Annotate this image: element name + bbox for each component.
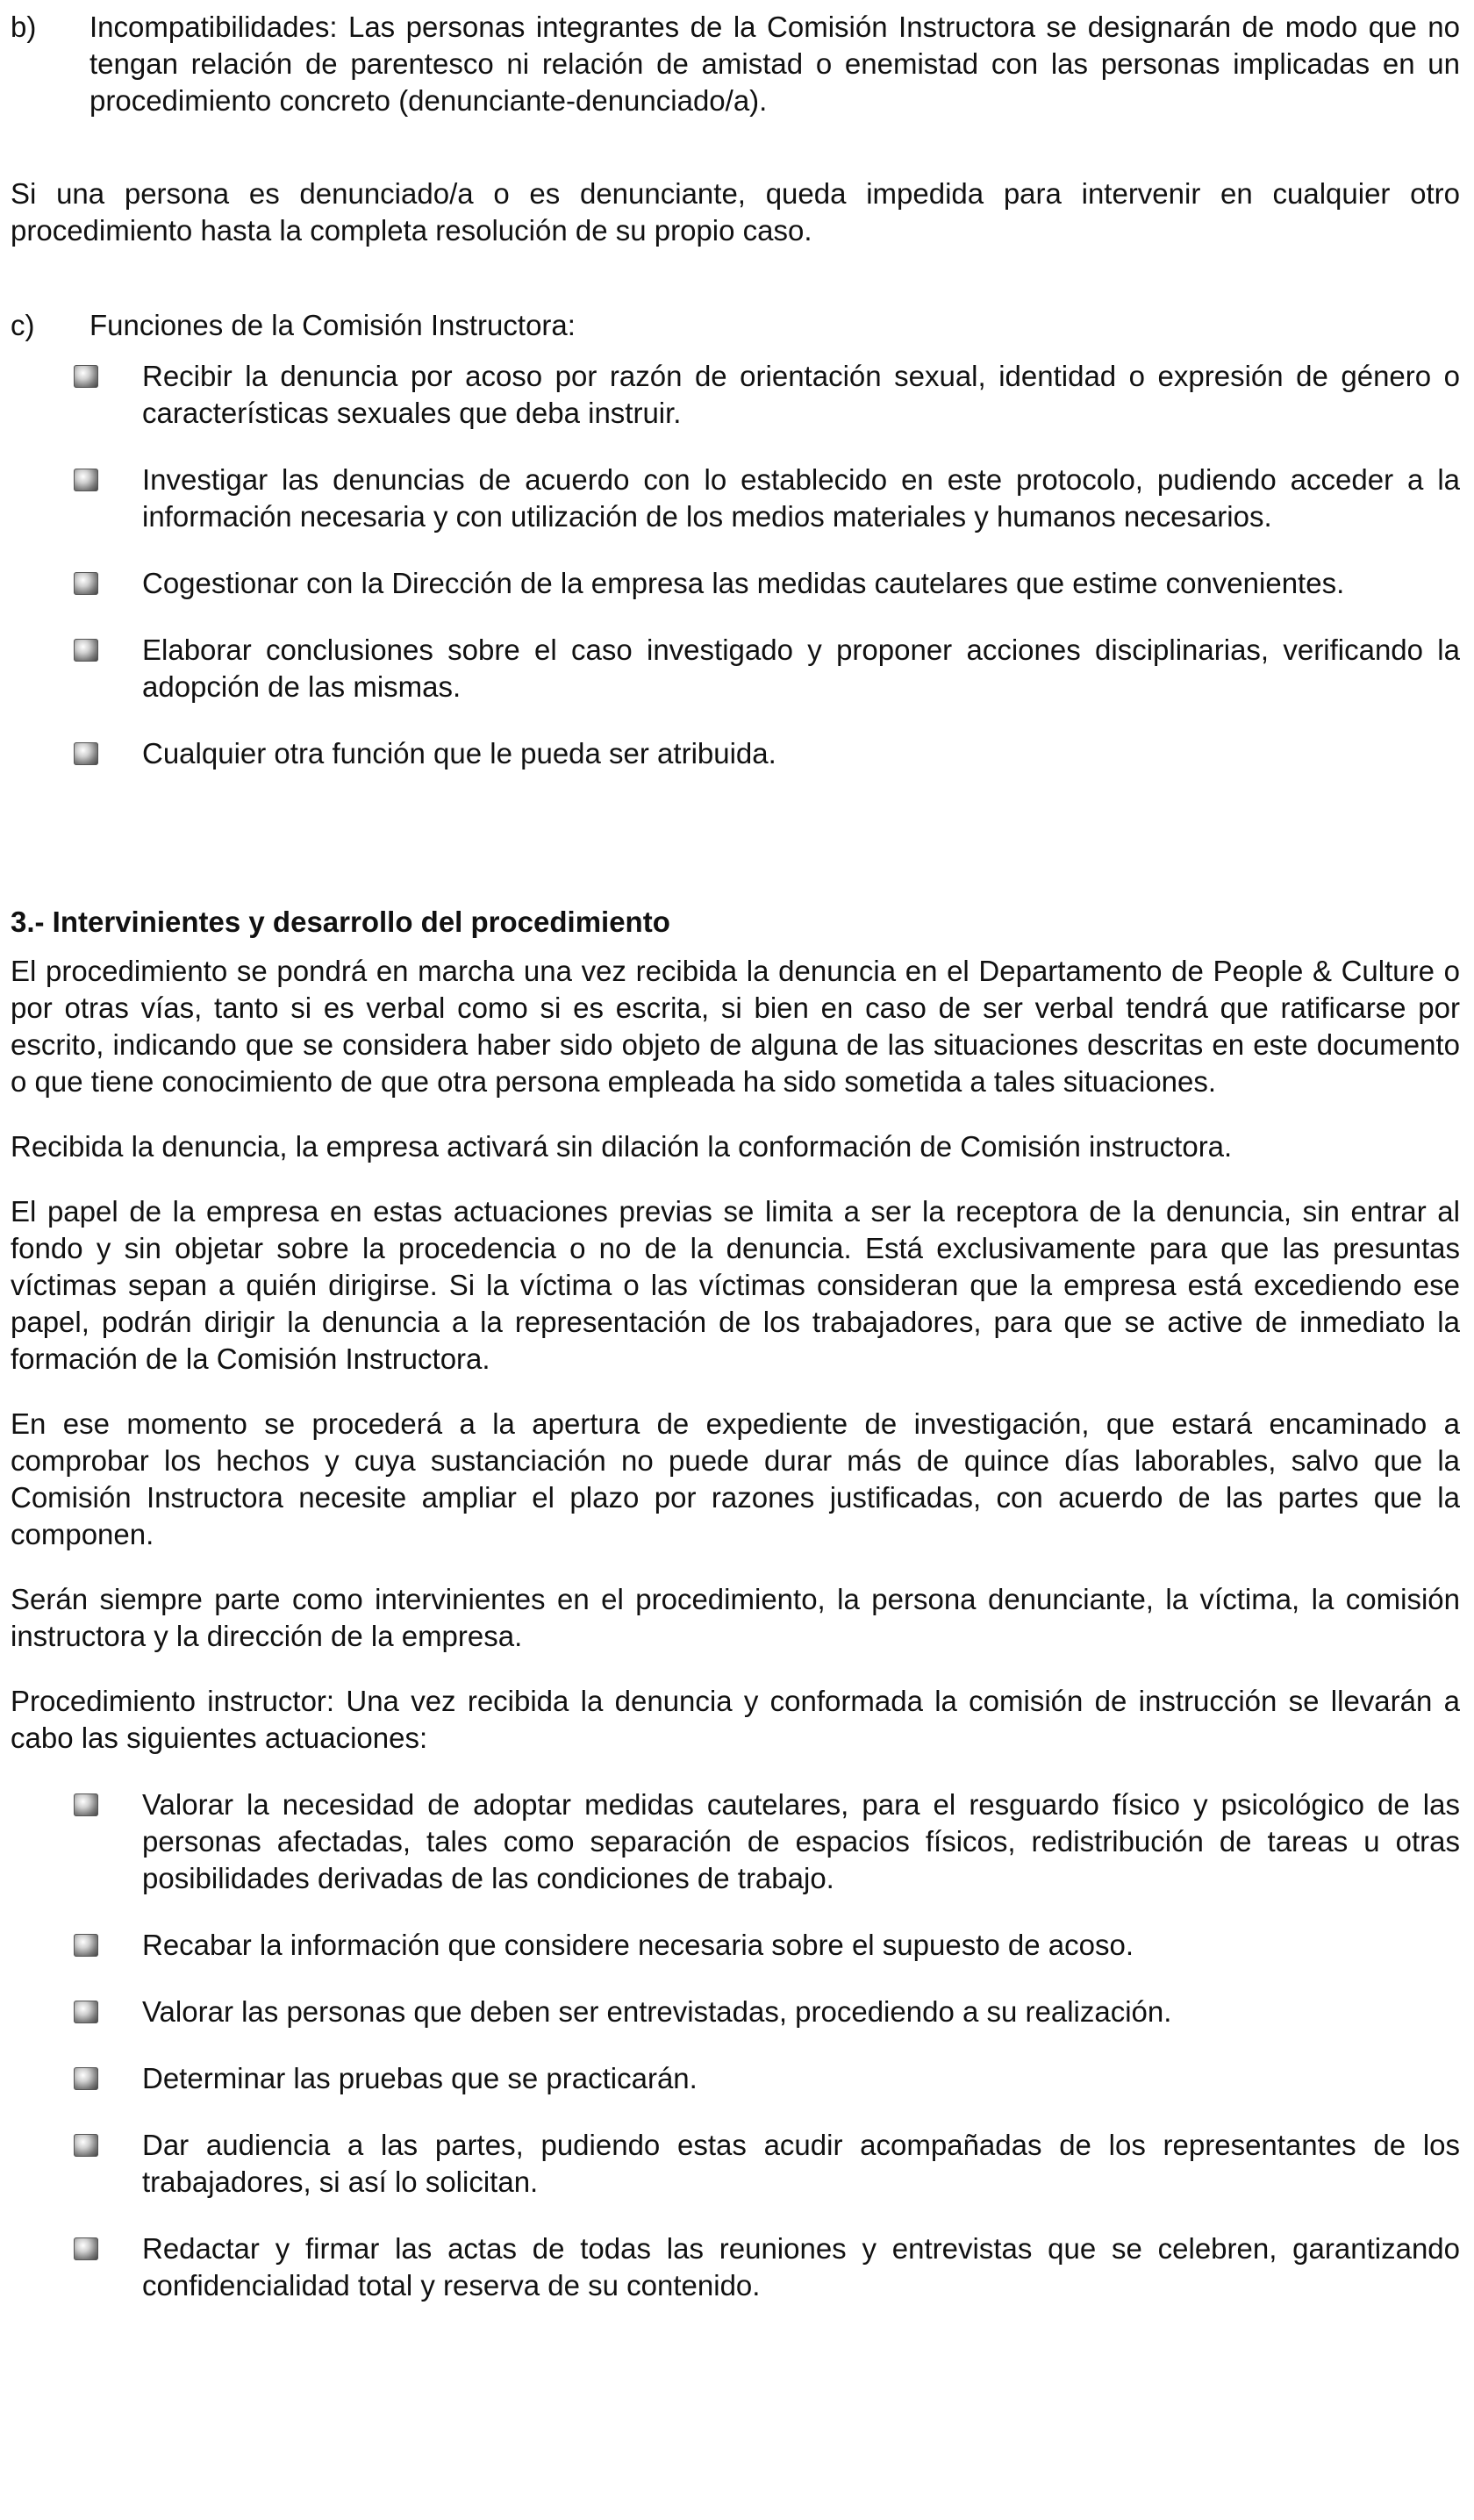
list-item-text: Investigar las denuncias de acuerdo con lo establecido en este protocolo, pudiendo acceder a la información necesaria y con utilización de los medios materiales y humanos necesarios. (142, 463, 1460, 533)
list-item-text: Elaborar conclusiones sobre el caso investigado y proponer acciones disciplinarias, verificando la adopción de las mismas. (142, 634, 1460, 703)
section-c-letter: c) (11, 309, 35, 341)
bullet-icon (74, 1793, 98, 1816)
list-item (11, 565, 1460, 602)
bullet-icon (74, 2237, 98, 2260)
list-item-text: Cualquier otra función que le pueda ser atribuida. (142, 737, 776, 770)
section-3-heading: 3.- Intervinientes y desarrollo del procedimiento (11, 906, 670, 938)
list-item (11, 1994, 1460, 2030)
list-item (11, 735, 1460, 772)
bullet-icon (74, 2134, 98, 2157)
bullet-icon (74, 639, 98, 662)
paragraph-impedida: Si una persona es denunciado/a o es denunciante, queda impedida para intervenir en cualquier otro procedimiento hasta la completa resolución de su propio caso. (11, 177, 1460, 247)
list-item-text: Valorar las personas que deben ser entrevistadas, procediendo a su realización. (142, 1995, 1172, 2028)
list-item-text: Cogestionar con la Dirección de la empresa las medidas cautelares que estime convenientes. (142, 567, 1345, 599)
bullet-icon (74, 2001, 98, 2023)
section-3-paragraph: Serán siempre parte como intervinientes en el procedimiento, la persona denunciante, la víctima, la comisión instructora y la dirección de la empresa. (11, 1583, 1460, 1652)
list-item (11, 2060, 1460, 2097)
list-item (11, 1786, 1460, 1897)
section-c (11, 307, 1460, 344)
section-b-text: Incompatibilidades: Las personas integrantes de la Comisión Instructora se designarán de modo que no tengan relación de parentesco ni relación de amistad o enemistad con las personas implicadas en un procedimiento concreto (denunciante-denunciado/a). (89, 11, 1460, 117)
section-b (11, 9, 1460, 119)
list-item (11, 632, 1460, 705)
section-c-list (11, 358, 1460, 772)
list-item-text: Valorar la necesidad de adoptar medidas cautelares, para el resguardo físico y psicológico de las personas afectadas, tales como separación de espacios físicos, redistribución de tareas u otras posibilidades derivadas de las condiciones de trabajo. (142, 1788, 1460, 1894)
list-item-text: Recibir la denuncia por acoso por razón de orientación sexual, identidad o expresión de género o características sexuales que deba instruir. (142, 360, 1460, 429)
bullet-icon (74, 2067, 98, 2090)
section-c-text: Funciones de la Comisión Instructora: (89, 309, 576, 341)
section-3-paragraph: Procedimiento instructor: Una vez recibida la denuncia y conformada la comisión de instrucción se llevarán a cabo las siguientes actuaciones: (11, 1685, 1460, 1754)
list-item-text: Redactar y firmar las actas de todas las reuniones y entrevistas que se celebren, garantizando confidencialidad total y reserva de su contenido. (142, 2232, 1460, 2302)
section-3-paragraph: El procedimiento se pondrá en marcha una vez recibida la denuncia en el Departamento de People & Culture o por otras vías, tanto si es verbal como si es escrita, si bien en caso de ser verbal tendrá que ratificarse por escrito, indicando que se considera haber sido objeto de alguna de las situaciones descritas en este documento o que tiene conocimiento de que otra persona empleada ha sido sometida a tales situaciones. (11, 955, 1460, 1098)
bullet-icon (74, 742, 98, 765)
section-3-paragraph: En ese momento se procederá a la apertura de expediente de investigación, que estará encaminado a comprobar los hechos y cuya sustanciación no puede durar más de quince días laborables, salvo que la Comisión Instructora necesite ampliar el plazo por razones justificadas, con acuerdo de las partes que la componen. (11, 1407, 1460, 1550)
bullet-icon (74, 469, 98, 491)
bullet-icon (74, 1934, 98, 1957)
bullet-icon (74, 572, 98, 595)
list-item (11, 1927, 1460, 1964)
list-item (11, 462, 1460, 535)
section-b-letter: b) (11, 11, 37, 43)
list-item-text: Dar audiencia a las partes, pudiendo estas acudir acompañadas de los representantes de los trabajadores, si así lo solicitan. (142, 2129, 1460, 2198)
list-item (11, 2127, 1460, 2201)
list-item (11, 358, 1460, 432)
bullet-icon (74, 365, 98, 388)
list-item (11, 2230, 1460, 2304)
list-item-text: Recabar la información que considere necesaria sobre el supuesto de acoso. (142, 1929, 1134, 1961)
list-item-text: Determinar las pruebas que se practicarán. (142, 2062, 698, 2094)
document-page (11, 0, 1460, 2304)
section-3-list (11, 1786, 1460, 2304)
section-3-paragraph: El papel de la empresa en estas actuaciones previas se limita a ser la receptora de la denuncia, sin entrar al fondo y sin objetar sobre la procedencia o no de la denuncia. Está exclusivamente para que las presuntas víctimas sepan a quién dirigirse. Si la víctima o las víctimas consideran que la empresa está excediendo ese papel, podrán dirigir la denuncia a la representación de los trabajadores, para que se active de inmediato la formación de la Comisión Instructora. (11, 1195, 1460, 1375)
section-3-paragraph: Recibida la denuncia, la empresa activará sin dilación la conformación de Comisión instructora. (11, 1130, 1233, 1163)
